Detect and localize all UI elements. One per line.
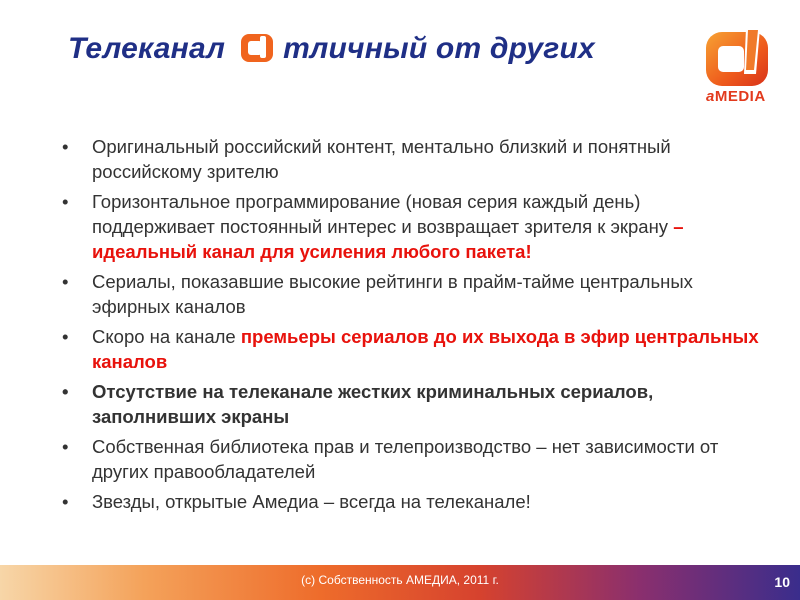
bullet-text: Оригинальный российский контент, ментально близкий и понятный российскому зрителю (92, 136, 671, 182)
brand-wordmark-a: a (706, 88, 715, 105)
bullet-text: Звезды, открытые Амедиа – всегда на телеканале! (92, 491, 531, 512)
bullet-item (62, 379, 762, 429)
bullet-text: Горизонтальное программирование (новая серия каждый день) поддерживает постоянный интерес и возвращает зрителя к экрану (92, 191, 674, 237)
amedia-logo-icon (240, 33, 274, 71)
bullet-item (62, 489, 762, 514)
bullet-dot-icon: • (62, 491, 69, 512)
bullet-item (62, 269, 762, 319)
bullet-dot-icon: • (62, 271, 69, 292)
bullet-emphasis-text: премьеры сериалов до их выхода в эфир центральных каналов (92, 326, 759, 372)
bullet-item (62, 134, 762, 184)
bullet-list (62, 134, 762, 519)
bullet-dot-icon: • (62, 436, 69, 457)
page-number: 10 (774, 574, 790, 590)
bullet-emphasis-text: Отсутствие на телеканале жестких криминальных сериалов, заполнивших экраны (92, 381, 654, 427)
title-text-before: Телеканал (68, 32, 226, 65)
brand-wordmark-text: MEDIA (714, 88, 766, 105)
bullet-dot-icon: • (62, 191, 69, 212)
bullet-text: Сериалы, показавшие высокие рейтинги в прайм-тайме центральных эфирных каналов (92, 271, 693, 317)
bullet-dot-icon: • (62, 136, 69, 157)
bullet-dot-icon: • (62, 326, 69, 347)
bullet-text: Скоро на канале (92, 326, 241, 347)
bullet-emphasis-text: – идеальный канал для усиления любого пакета! (92, 216, 684, 262)
bullet-text: Собственная библиотека прав и телепроизводство – нет зависимости от других правообладателей (92, 436, 719, 482)
title-text-after: тличный от других (283, 32, 595, 65)
brand-wordmark (706, 88, 766, 105)
bullet-item (62, 434, 762, 484)
bullet-dot-icon: • (62, 381, 69, 402)
footer-copyright: (c) Собственность АМЕДИА, 2011 г. (301, 573, 499, 587)
slide-title (68, 32, 595, 71)
bullet-item (62, 324, 762, 374)
bullet-item (62, 189, 762, 264)
